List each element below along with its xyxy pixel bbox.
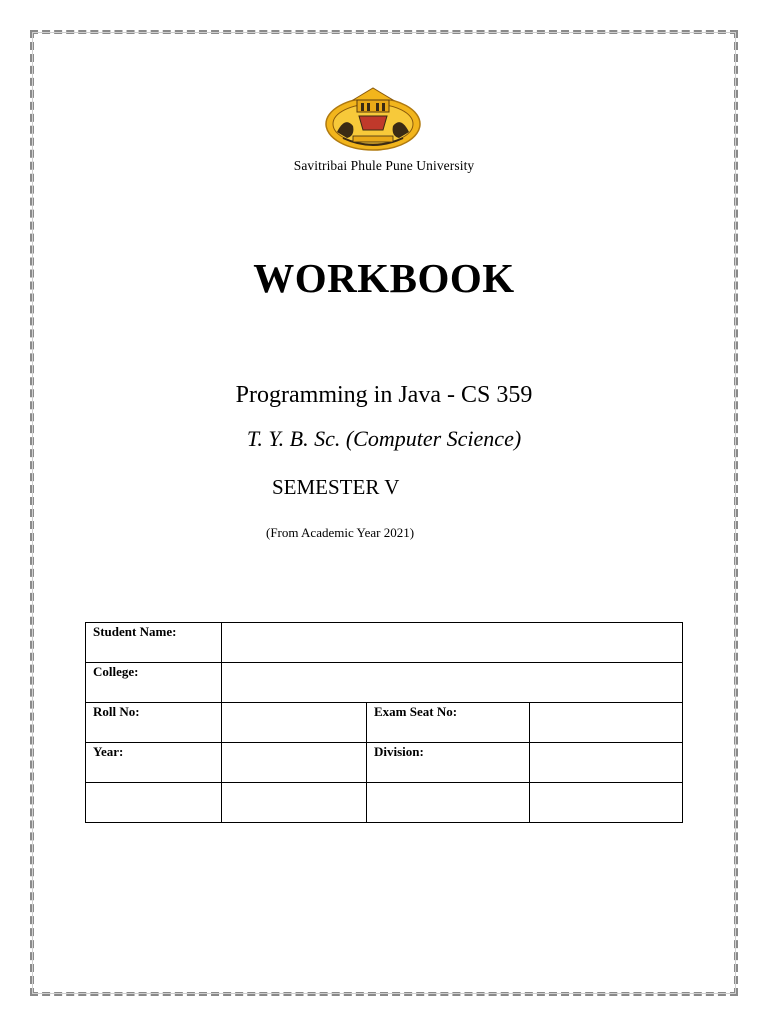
college-row	[86, 663, 683, 703]
student-name-row	[86, 623, 683, 663]
blank-cell[interactable]	[222, 783, 367, 823]
workbook-title: WORKBOOK	[253, 255, 515, 301]
year-row	[86, 743, 683, 783]
exam-seat-no-field[interactable]	[530, 703, 683, 743]
college-field[interactable]	[222, 663, 683, 703]
blank-row	[86, 783, 683, 823]
university-name: Savitribai Phule Pune University	[293, 158, 475, 173]
student-name-field[interactable]	[222, 623, 683, 663]
course-title: Programming in Java - CS 359	[235, 382, 533, 408]
student-details-table	[85, 622, 683, 823]
roll-no-label: Roll No:	[86, 703, 222, 743]
semester-label: SEMESTER V	[272, 475, 400, 499]
blank-cell[interactable]	[530, 783, 683, 823]
page-border	[30, 30, 738, 996]
division-label: Division:	[367, 743, 530, 783]
roll-no-field[interactable]	[222, 703, 367, 743]
roll-no-row	[86, 703, 683, 743]
academic-year-note: (From Academic Year 2021)	[266, 525, 415, 540]
student-name-label: Student Name:	[86, 623, 222, 663]
division-field[interactable]	[530, 743, 683, 783]
year-field[interactable]	[222, 743, 367, 783]
college-label: College:	[86, 663, 222, 703]
exam-seat-no-label: Exam Seat No:	[367, 703, 530, 743]
year-label: Year:	[86, 743, 222, 783]
blank-cell[interactable]	[86, 783, 222, 823]
program-name: T. Y. B. Sc. (Computer Science)	[246, 426, 522, 451]
blank-cell[interactable]	[367, 783, 530, 823]
university-crest-icon	[323, 86, 423, 152]
